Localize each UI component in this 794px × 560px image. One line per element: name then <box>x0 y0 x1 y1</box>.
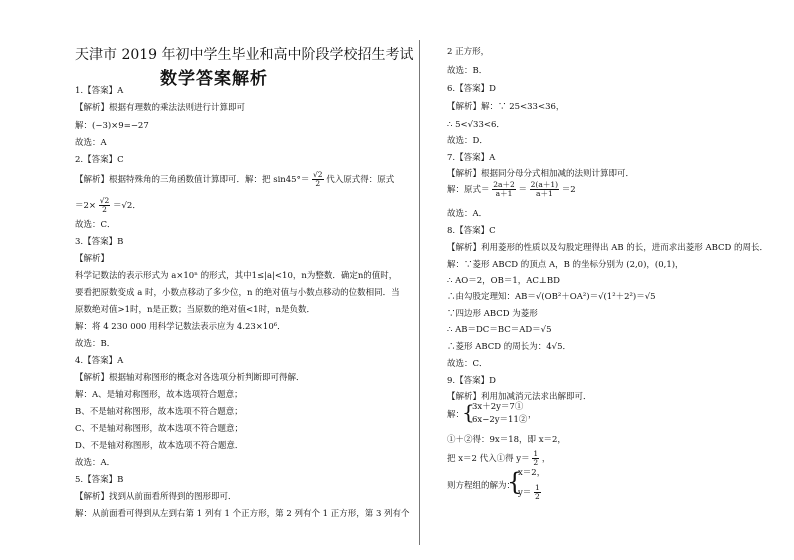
q2-fraction-num: √2 <box>313 170 323 179</box>
q9-step2-fraction <box>532 450 539 467</box>
q5-analysis: 【解析】找到从前面看所得到的图形即可． <box>75 492 237 502</box>
q8-analysis: 【解析】利用菱形的性质以及勾股定理得出 AB 的长，进而求出菱形 ABCD 的周长． <box>447 243 769 253</box>
q8-choice: 故选：C． <box>447 359 488 369</box>
q4-answer: 4.【答案】A <box>75 356 124 366</box>
q5-choice: 故选：B． <box>447 66 488 76</box>
q7-answer: 7.【答案】A <box>447 153 496 163</box>
q4-choice: 故选：A． <box>75 458 116 468</box>
q9-final-den: 2 <box>535 492 540 501</box>
q3-analysis: 【解析】 <box>75 254 110 264</box>
q7-choice: 故选：A． <box>447 209 488 219</box>
q6-choice: 故选：D． <box>447 136 488 146</box>
q9-step2-lead: 把 x＝2 代入①得 y＝ <box>447 454 530 464</box>
q5-solution: 解：从前面看可得到从左到右第 1 列有 1 个正方形，第 2 列有个 1 正方形，第 3 列有个 <box>75 509 410 519</box>
q7-fraction-2 <box>530 181 559 198</box>
q2-fraction-den: 2 <box>315 179 321 188</box>
q2-result-den: 2 <box>102 205 107 214</box>
q9-system-brace: { <box>462 400 475 424</box>
q9-equation-1: 3x＋2y＝7① <box>472 402 524 412</box>
q9-final-y <box>518 484 541 501</box>
q9-final-fraction <box>534 484 541 501</box>
q4-option-d: D、不是轴对称图形，故本选项不符合题意． <box>75 441 244 451</box>
q9-final-lead: 则方程组的解为： <box>447 481 516 491</box>
q9-step2-tail: ， <box>541 454 551 464</box>
q9-step2-den: 2 <box>533 458 539 467</box>
q4-analysis: 【解析】根据轴对称图形的概念对各选项分析判断即可得解． <box>75 373 305 383</box>
q7-fraction-2-den: a＋1 <box>535 189 553 198</box>
q7-solution-tail: ＝2 <box>561 185 576 195</box>
q8-line2: ∴ AO＝2，OB＝1，AC⊥BD <box>447 276 560 286</box>
q9-final-y-lead: y＝ <box>518 488 532 498</box>
q4-option-c: C、不是轴对称图形，故本选项不符合题意； <box>75 424 244 434</box>
q1-solution: 解：(−3)×9=−27 <box>75 121 149 131</box>
answer-title: 数学答案解析 <box>160 69 268 89</box>
q3-line3: 原数绝对值>1时，n是正数；当原数的绝对值<1时，n是负数． <box>75 305 316 315</box>
q2-choice: 故选：C． <box>75 220 116 230</box>
q7-equals: ＝ <box>518 185 527 195</box>
q6-analysis: 【解析】解：∵ 25<33<36， <box>447 102 565 112</box>
q7-fraction-1-den: a＋1 <box>495 189 513 198</box>
page-divider <box>419 40 420 545</box>
q2-result-fraction <box>99 197 111 214</box>
exam-title: 天津市 2019 年初中学生毕业和高中阶段学校招生考试 <box>75 47 414 63</box>
q9-system-comma: ， <box>528 410 537 420</box>
q7-analysis: 【解析】根据同分母分式相加减的法则计算即可． <box>447 169 635 179</box>
q3-line1: 科学记数法的表示形式为 a×10ⁿ 的形式，其中1≤|a|<10，n为整数．确定n的值时， <box>75 271 398 281</box>
q7-fraction-2-num: 2(a＋1) <box>530 180 559 189</box>
q4-option-a: 解：A、是轴对称图形，故本选项符合题意； <box>75 390 243 400</box>
q9-step1: ①＋②得：9x＝18，即 x＝2， <box>447 435 566 445</box>
q5-answer: 5.【答案】B <box>75 475 124 485</box>
q2-result <box>75 197 141 214</box>
q2-result-tail: ＝√2． <box>113 201 141 211</box>
q9-analysis: 【解析】利用加减消元法求出解即可． <box>447 392 592 402</box>
q3-line2: 要看把原数变成 a 时，小数点移动了多少位，n 的绝对值与小数点移动的位数相同．当 <box>75 288 400 298</box>
q4-option-b: B、不是轴对称图形，故本选项不符合题意； <box>75 407 243 417</box>
q7-solution <box>447 181 576 198</box>
q9-solution-lead: 解： <box>447 410 465 420</box>
q8-line1: 解：∵菱形 ABCD 的顶点 A，B 的坐标分别为 (2,0)，(0,1)， <box>447 260 684 270</box>
q2-answer: 2.【答案】C <box>75 155 124 165</box>
q9-step2 <box>447 450 550 467</box>
q6-result: ∴ 5<√33<6． <box>447 120 505 130</box>
q1-analysis: 【解析】根据有理数的乘法法则进行计算即可 <box>75 103 246 113</box>
q9-final-brace: { <box>507 468 523 496</box>
q3-choice: 故选：B． <box>75 339 116 349</box>
q2-analysis-tail: 代入原式得：原式 <box>326 175 395 185</box>
q2-analysis <box>75 171 394 188</box>
q2-result-num: √2 <box>99 196 110 205</box>
q8-line3: ∴由勾股定理知：AB＝√(OB²＋OA²)＝√(1²＋2²)＝√5 <box>447 292 656 302</box>
q7-fraction-1 <box>492 181 516 198</box>
q9-final-num: 1 <box>535 483 540 492</box>
q5-continued: 2 正方形， <box>447 47 490 57</box>
q1-choice: 故选：A <box>75 138 107 148</box>
q9-equation-2: 6x−2y＝11② <box>472 415 528 425</box>
q7-fraction-1-num: 2a＋2 <box>493 180 515 189</box>
q8-answer: 8.【答案】C <box>447 226 496 236</box>
q7-solution-lead: 解：原式＝ <box>447 185 490 195</box>
q1-answer: 1.【答案】A <box>75 86 124 96</box>
q9-final-x: x＝2， <box>518 468 546 478</box>
q8-line6: ∴菱形 ABCD 的周长为：4√5． <box>447 342 571 352</box>
q2-analysis-text: 【解析】根据特殊角的三角函数值计算即可．解：把 sin45°＝ <box>75 175 310 185</box>
q2-result-lead: ＝2× <box>75 201 97 211</box>
q8-line5: ∴ AB＝DC＝BC＝AD＝√5 <box>447 325 552 335</box>
q3-solution: 解：将 4 230 000 用科学记数法表示应为 4.23×10⁶． <box>75 322 286 332</box>
q2-fraction <box>312 171 324 188</box>
q8-line4: ∵四边形 ABCD 为菱形 <box>447 309 538 319</box>
q9-answer: 9.【答案】D <box>447 376 496 386</box>
q6-answer: 6.【答案】D <box>447 84 496 94</box>
q9-step2-num: 1 <box>533 449 539 458</box>
q3-answer: 3.【答案】B <box>75 237 124 247</box>
